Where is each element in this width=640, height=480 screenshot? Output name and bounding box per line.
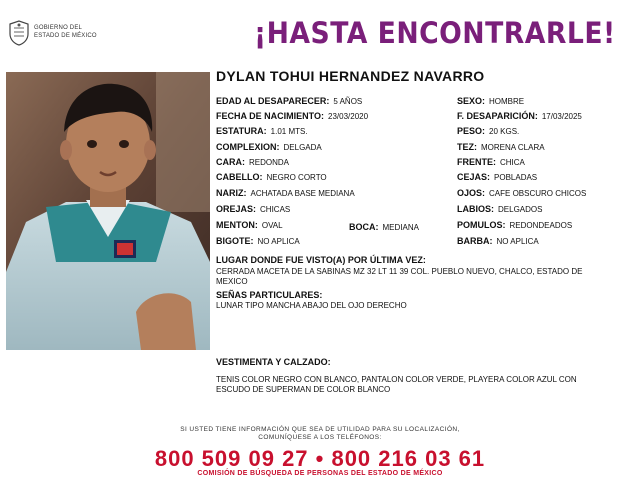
state-emblem-icon [8,20,30,46]
field-ojos [457,188,586,199]
field-estatura [216,126,308,137]
nacimiento-value: 23/03/2020 [328,112,369,121]
field-cejas [457,172,537,183]
cabello-value: NEGRO CORTO [266,173,327,182]
boca-label: BOCA: [349,222,379,232]
government-logo [8,20,118,48]
complexion-label: COMPLEXION: [216,142,280,152]
field-desaparicion [457,111,582,122]
logo-line-1: GOBIERNO DEL [34,25,83,31]
sexo-value: HOMBRE [489,97,525,106]
footer-note-line-2: COMUNÍQUESE A LOS TELÉFONOS: [258,434,382,441]
logo-text [34,24,97,40]
menton-value: OVAL [261,221,283,230]
nariz-value: ACHATADA BASE MEDIANA [250,189,355,198]
field-bigote [216,236,300,247]
ojos-label: OJOS: [457,188,486,198]
header [0,0,640,60]
field-edad [216,96,362,107]
field-nacimiento [216,111,368,122]
field-barba [457,236,539,247]
marks-text: LUNAR TIPO MANCHA ABAJO DEL OJO DERECHO [216,301,407,310]
field-nariz [216,188,355,199]
edad-value: 5 AÑOS [333,97,363,106]
footer-note-line-1: SI USTED TIENE INFORMACIÓN QUE SEA DE UTILIDAD PARA SU LOCALIZACIÓN, [180,426,460,433]
bigote-value: NO APLICA [257,237,300,246]
headline: ¡HASTA ENCONTRARLE! [254,16,616,50]
edad-label: EDAD AL DESAPARECER: [216,96,330,106]
menton-label: MENTON: [216,220,258,230]
nacimiento-label: FECHA DE NACIMIENTO: [216,111,324,121]
logo-line-2: ESTADO DE MÉXICO [34,33,97,39]
missing-person-photo [6,72,210,350]
cara-value: REDONDA [249,158,290,167]
peso-label: PESO: [457,126,486,136]
person-name: DYLAN TOHUI HERNANDEZ NAVARRO [216,68,485,84]
field-peso [457,126,519,137]
sexo-label: SEXO: [457,96,486,106]
labios-label: LABIOS: [457,204,494,214]
commission-name: COMISIÓN DE BÚSQUEDA DE PERSONAS DEL ESTADO DE MÉXICO [197,470,443,477]
clothing-text: TENIS COLOR NEGRO CON BLANCO, PANTALON COLOR VERDE, PLAYERA COLOR AZUL CON ESCUDO DE SUPERMAN DE COLOR BLANCO [216,375,577,394]
barba-value: NO APLICA [496,237,539,246]
field-complexion [216,142,322,153]
clothing-title: VESTIMENTA Y CALZADO: [216,357,331,367]
cara-label: CARA: [216,157,245,167]
boca-value: MEDIANA [382,223,419,232]
marks-title: SEÑAS PARTICULARES: [216,290,323,300]
frente-value: CHICA [500,158,525,167]
ojos-value: CAFE OBSCURO CHICOS [489,189,587,198]
pomulos-value: REDONDEADOS [509,221,573,230]
estatura-value: 1.01 MTS. [270,127,308,136]
bigote-label: BIGOTE: [216,236,254,246]
orejas-label: OREJAS: [216,204,257,214]
barba-label: BARBA: [457,236,493,246]
peso-value: 20 KGS. [489,127,520,136]
field-frente [457,157,525,168]
pomulos-label: POMULOS: [457,220,506,230]
hotline-phones: 800 509 09 27 • 800 216 03 61 [154,446,486,471]
last-seen-text: CERRADA MACETA DE LA SABINAS MZ 32 LT 11 39 COL. PUEBLO NUEVO, CHALCO, ESTADO DE MEXICO [216,267,583,286]
frente-label: FRENTE: [457,157,496,167]
field-tez [457,142,545,153]
desaparicion-label: F. DESAPARICIÓN: [457,111,538,121]
cejas-label: CEJAS: [457,172,491,182]
field-sexo [457,96,524,107]
last-seen-title: LUGAR DONDE FUE VISTO(A) POR ÚLTIMA VEZ: [216,255,426,265]
field-pomulos [457,220,572,231]
field-labios [457,204,542,215]
child-portrait-image [6,72,210,350]
field-menton [216,220,283,231]
field-cabello [216,172,327,183]
field-orejas [216,204,290,215]
orejas-value: CHICAS [260,205,291,214]
tez-value: MORENA CLARA [481,143,545,152]
complexion-value: DELGADA [283,143,322,152]
field-cara [216,157,289,168]
field-boca [349,222,419,233]
nariz-label: NARIZ: [216,188,247,198]
desaparicion-value: 17/03/2025 [541,112,582,121]
cejas-value: POBLADAS [494,173,538,182]
tez-label: TEZ: [457,142,477,152]
cabello-label: CABELLO: [216,172,263,182]
estatura-label: ESTATURA: [216,126,267,136]
labios-value: DELGADOS [498,205,543,214]
